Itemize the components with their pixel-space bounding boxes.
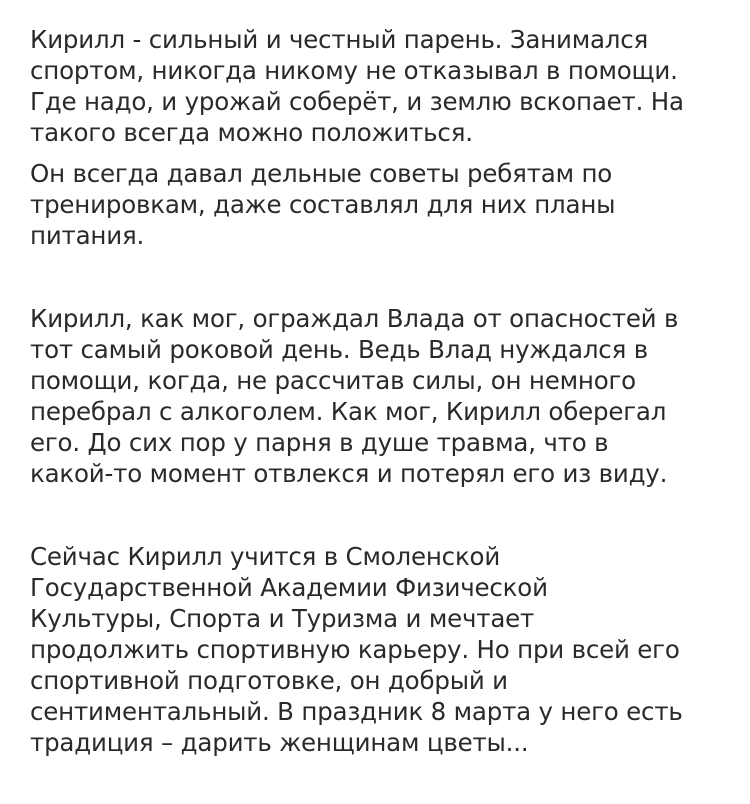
text-line: Культуры, Спорта и Туризма и мечтает (30, 604, 535, 633)
text-line: сентиментальный. В праздник 8 марта у него есть (30, 697, 683, 726)
text-line: Кирилл - сильный и честный парень. Занимался (30, 25, 649, 54)
paragraph-3 (30, 303, 724, 489)
text-line: его. До сих пор у парня в душе травма, что в (30, 428, 609, 457)
text-line: тот самый роковой день. Ведь Влад нуждался в (30, 335, 648, 364)
text-line: спортивной подготовке, он добрый и (30, 666, 508, 695)
text-line: помощи, когда, не рассчитав силы, он немного (30, 366, 636, 395)
text-line: такого всегда можно положиться. (30, 118, 473, 147)
paragraph-4 (30, 541, 724, 758)
paragraph-2 (30, 158, 724, 251)
text-line: Где надо, и урожай соберёт, и землю вскопает. На (30, 87, 684, 116)
text-line: тренировкам, даже составлял для них планы (30, 190, 616, 219)
text-line: традиция – дарить женщинам цветы... (30, 728, 529, 757)
text-line: Кирилл, как мог, ограждал Влада от опасностей в (30, 304, 679, 333)
text-line: Он всегда давал дельные советы ребятам по (30, 159, 613, 188)
text-line: Сейчас Кирилл учится в Смоленской (30, 542, 501, 571)
text-line: Государственной Академии Физической (30, 573, 548, 602)
text-line: спортом, никогда никому не отказывал в помощи. (30, 56, 678, 85)
text-line: питания. (30, 221, 145, 250)
text-line: продолжить спортивную карьеру. Но при всей его (30, 635, 680, 664)
text-line: какой-то момент отвлекся и потерял его из виду. (30, 459, 668, 488)
paragraph-1 (30, 24, 724, 148)
text-line: перебрал с алкоголем. Как мог, Кирилл оберегал (30, 397, 667, 426)
